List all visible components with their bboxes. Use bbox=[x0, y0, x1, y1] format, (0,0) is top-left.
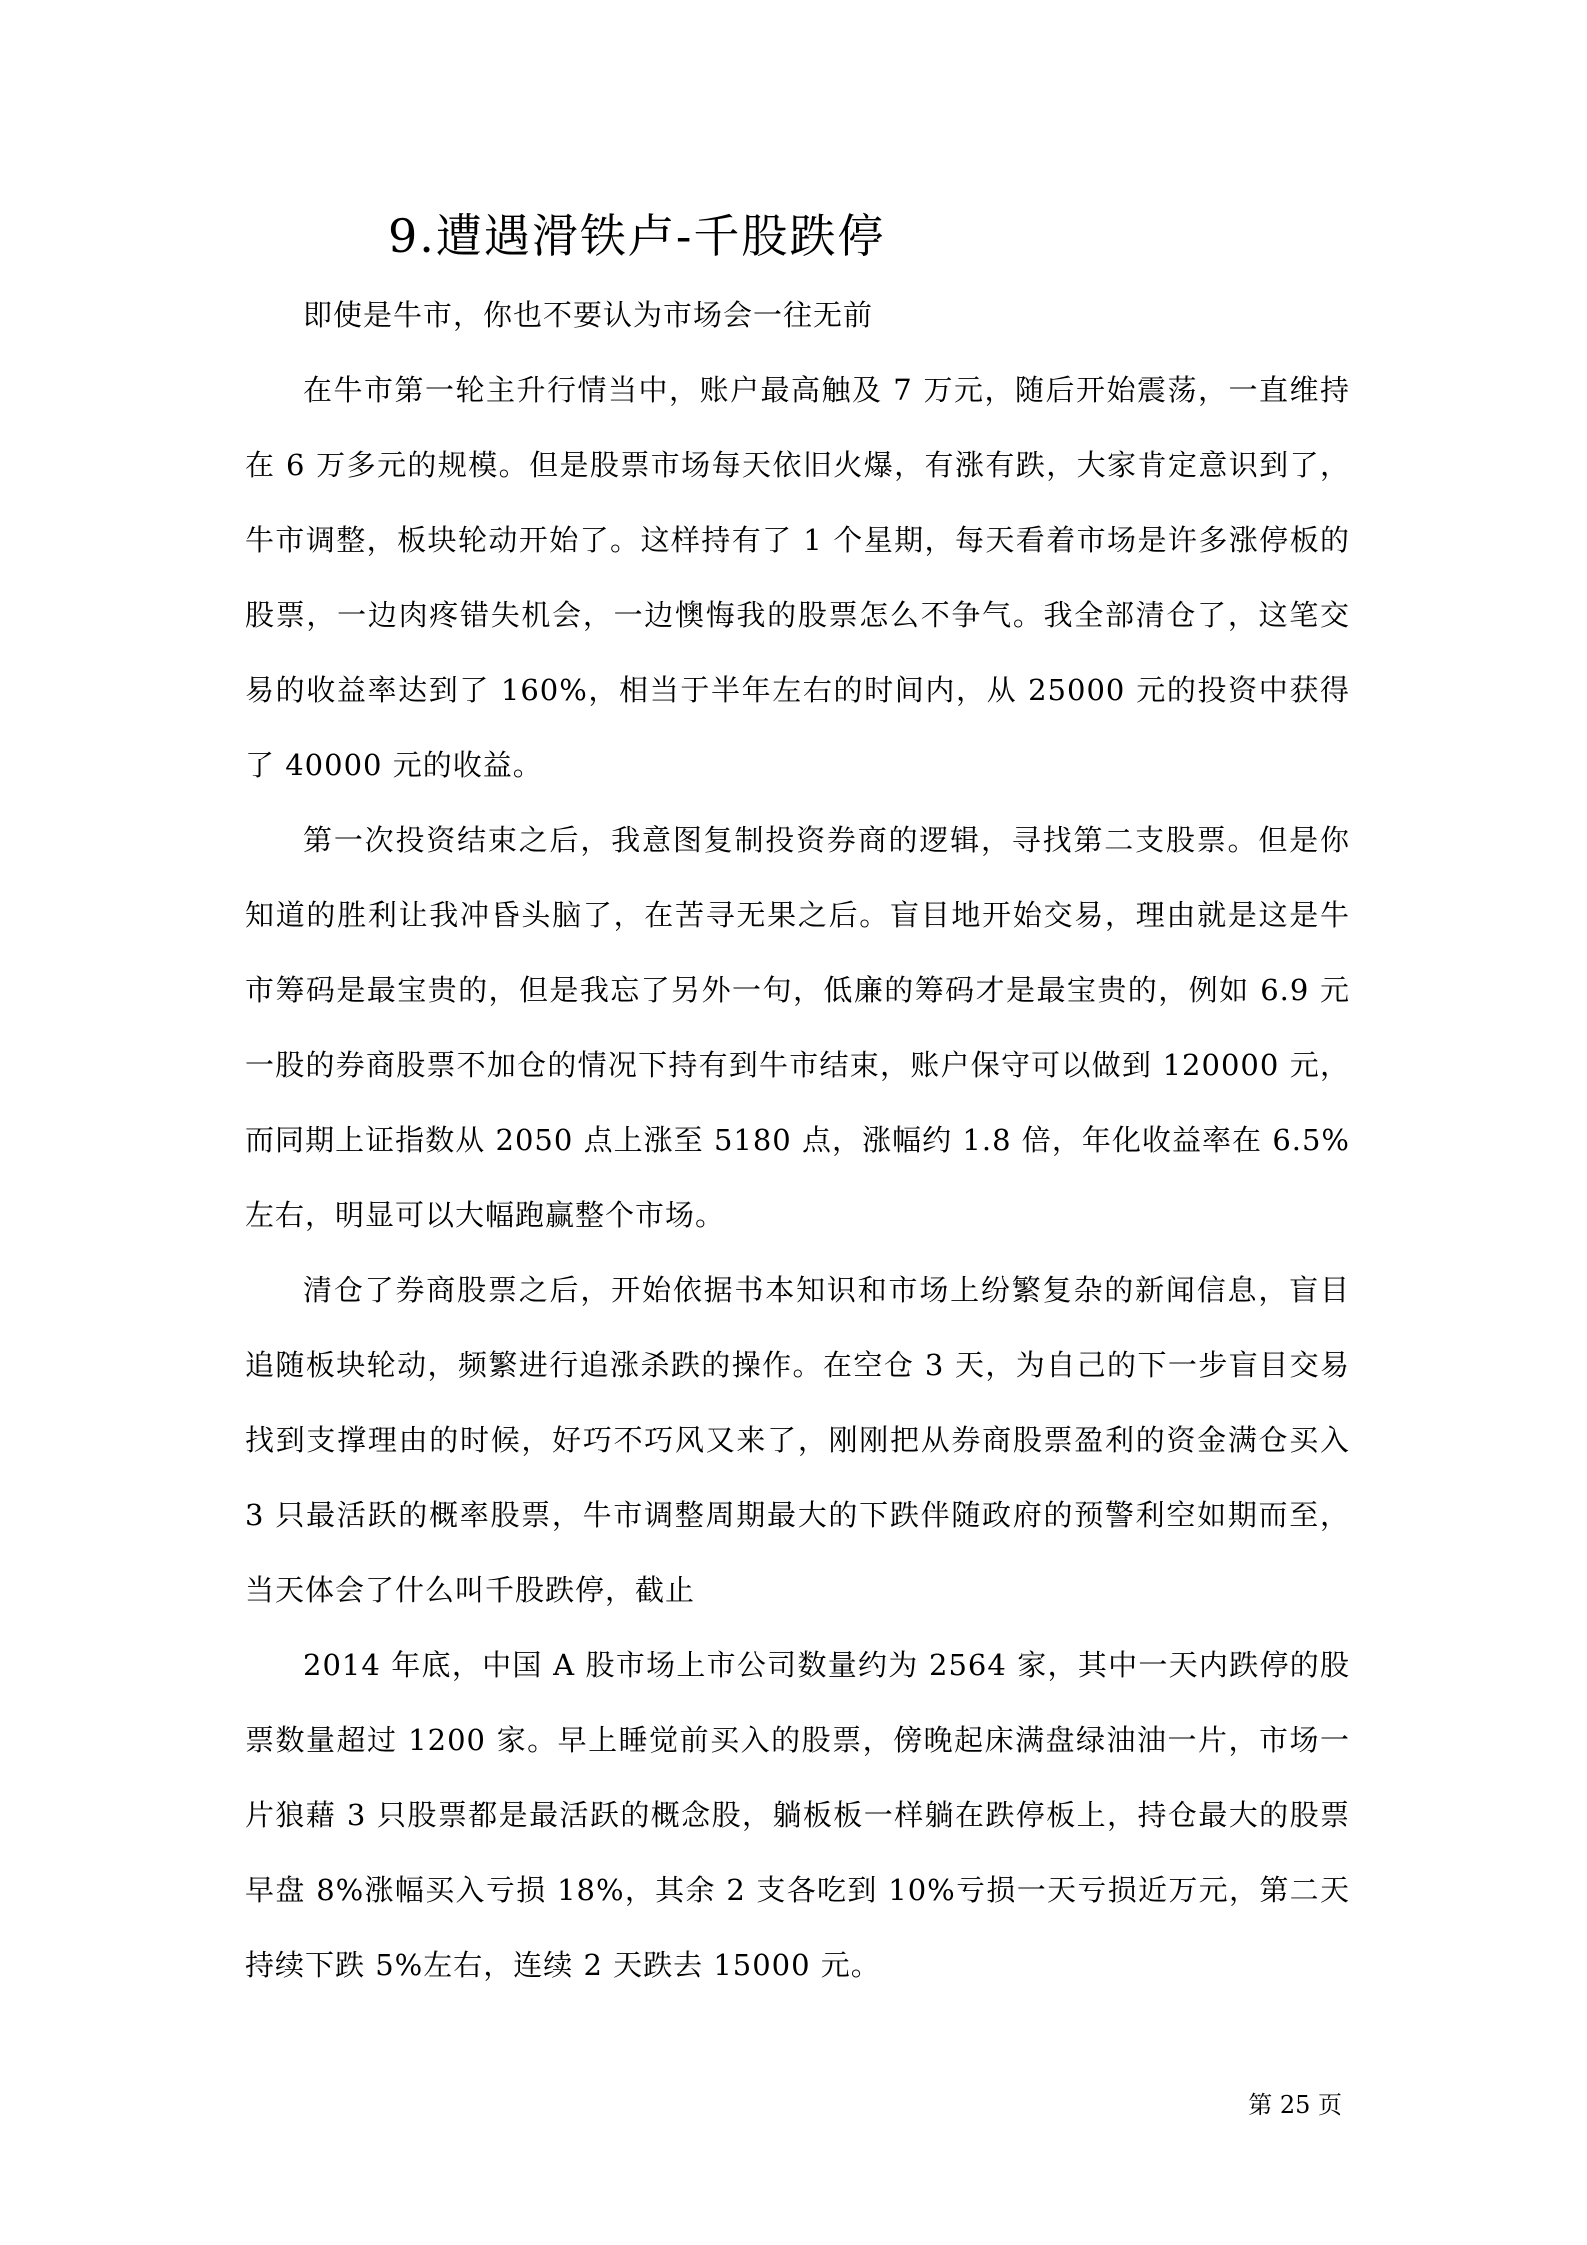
paragraph: 清仓了券商股票之后，开始依据书本知识和市场上纷繁复杂的新闻信息，盲目追随板块轮动，频繁进行追涨杀跌的操作。在空仓 3 天，为自己的下一步盲目交易找到支撑理由的时候，好巧不巧风又来了，刚刚把从券商股票盈利的资金满仓买入 3 只最活跃的概率股票，牛市调整周期最大的下跌伴随政府的预警利空如期而至，当天体会了什么叫千股跌停，截止 bbox=[245, 1273, 1350, 1607]
section-heading: 9.遭遇滑铁卢-千股跌停 bbox=[388, 209, 886, 263]
paragraph: 即使是牛市，你也不要认为市场会一往无前 bbox=[303, 298, 874, 332]
paragraph: 2014 年底，中国 A 股市场上市公司数量约为 2564 家，其中一天内跌停的股票数量超过 1200 家。早上睡觉前买入的股票，傍晚起床满盘绿油油一片，市场一片狼藉 3 只股票都是最活跃的概念股，躺板板一样躺在跌停板上，持仓最大的股票早盘 8%涨幅买入亏损 18%，其余 2 支各吃到 10%亏损一天亏损近万元，第二天持续下跌 5%左右，连续 2 天跌去 15000 元。 bbox=[245, 1648, 1350, 1982]
page-number: 第 25 页 bbox=[1248, 2091, 1342, 2119]
paragraph: 在牛市第一轮主升行情当中，账户最高触及 7 万元，随后开始震荡，一直维持在 6 万多元的规模。但是股票市场每天依旧火爆，有涨有跌，大家肯定意识到了，牛市调整，板块轮动开始了。这样持有了 1 个星期，每天看着市场是许多涨停板的股票，一边肉疼错失机会，一边懊悔我的股票怎么不争气。我全部清仓了，这笔交易的收益率达到了 160%，相当于半年左右的时间内，从 25000 元的投资中获得了 40000 元的收益。 bbox=[245, 373, 1350, 782]
paragraph: 第一次投资结束之后，我意图复制投资券商的逻辑，寻找第二支股票。但是你知道的胜利让我冲昏头脑了，在苦寻无果之后。盲目地开始交易，理由就是这是牛市筹码是最宝贵的，但是我忘了另外一句，低廉的筹码才是最宝贵的，例如 6.9 元一股的券商股票不加仓的情况下持有到牛市结束，账户保守可以做到 120000 元，而同期上证指数从 2050 点上涨至 5180 点，涨幅约 1.8 倍，年化收益率在 6.5%左右，明显可以大幅跑赢整个市场。 bbox=[245, 823, 1350, 1232]
body-text bbox=[245, 278, 1350, 2003]
